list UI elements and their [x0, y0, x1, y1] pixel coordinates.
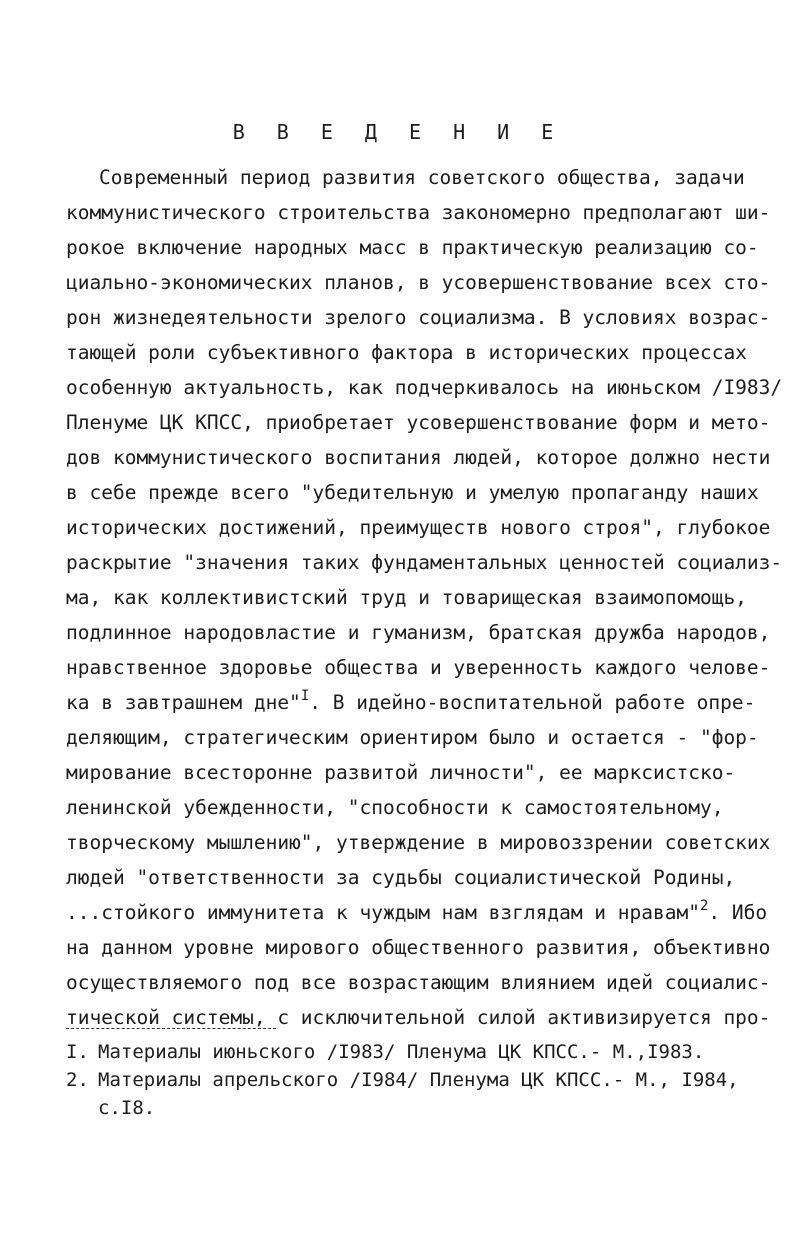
footnote — [66, 1040, 704, 1064]
body-line: подлинное народовластие и гуманизм, братская дружба народов, — [66, 621, 771, 644]
footnote-number: I. — [66, 1041, 89, 1063]
body-line: Пленуме ЦК КПСС, приобретает усовершенствование форм и мето- — [66, 411, 771, 434]
footnote-text: Материалы июньского /I983/ Пленума ЦК КПСС.- М.,I983. — [98, 1041, 705, 1063]
body-line: раскрытие "значения таких фундаментальных ценностей социализ- — [66, 551, 783, 574]
footnote-number: 2. — [66, 1069, 89, 1091]
footnote-continuation: с.I8. — [98, 1097, 156, 1119]
body-line: деляющим, стратегическим ориентиром было и остается - "фор- — [66, 726, 759, 749]
body-line: в себе прежде всего "убедительную и умелую пропаганду наших — [66, 481, 759, 504]
footnote — [66, 1068, 739, 1092]
body-line — [66, 688, 756, 715]
body-line: ленинской убежденности, "способности к самостоятельному, — [66, 796, 724, 819]
body-line: рокое включение народных масс в практическую реализацию со- — [66, 236, 759, 259]
body-line: дов коммунистического воспитания людей, которое должно нести — [66, 446, 771, 469]
body-line: тической системы, с исключительной силой активизируется про- — [66, 1006, 771, 1029]
body-line-text: . Ибо — [708, 901, 768, 924]
footnote-separator — [66, 1028, 276, 1029]
body-line-text: . В идейно-воспитательной работе опре- — [309, 691, 756, 714]
body-line: нравственное здоровье общества и уверенность каждого челове- — [66, 656, 771, 679]
body-line-text: ка в завтрашнем дне" — [66, 691, 301, 714]
footnote-text: Материалы апрельского /I984/ Пленума ЦК КПСС.- М., I984, — [98, 1069, 739, 1091]
page-title: В В Е Д Е Н И Е — [232, 120, 564, 144]
body-line: исторических достижений, преимуществ нового строя", глубокое — [66, 516, 771, 539]
body-line: осуществляемого под все возрастающим влиянием идей социалис- — [66, 971, 771, 994]
body-line: на данном уровне мирового общественного развития, объективно — [66, 936, 771, 959]
body-line-text: ...стойкого иммунитета к чуждым нам взглядам и нравам" — [66, 901, 700, 924]
body-line: ма, как коллективистский труд и товарищеская взаимопомощь, — [66, 586, 747, 609]
body-line: рон жизнедеятельности зрелого социализма. В условиях возрас- — [66, 306, 771, 329]
body-line: циально-экономических планов, в усовершенствование всех сто- — [66, 271, 771, 294]
body-line: особенную актуальность, как подчеркивалось на июньском /I983/ — [66, 376, 783, 399]
body-line: тающей роли субъективного фактора в исторических процессах — [66, 341, 747, 364]
body-line — [66, 898, 768, 925]
body-line: людей "ответственности за судьбы социалистической Родины, — [66, 866, 736, 889]
body-line: Современный период развития советского общества, задачи — [99, 166, 745, 189]
body-line: мирование всесторонне развитой личности", ее марксистско- — [66, 761, 736, 784]
footnote-ref: I — [300, 688, 310, 704]
body-line: творческому мышлению", утверждение в мировоззрении советских — [66, 831, 771, 854]
footnote-ref: 2 — [699, 898, 709, 914]
body-line: коммунистического строительства закономерно предполагают ши- — [66, 201, 771, 224]
